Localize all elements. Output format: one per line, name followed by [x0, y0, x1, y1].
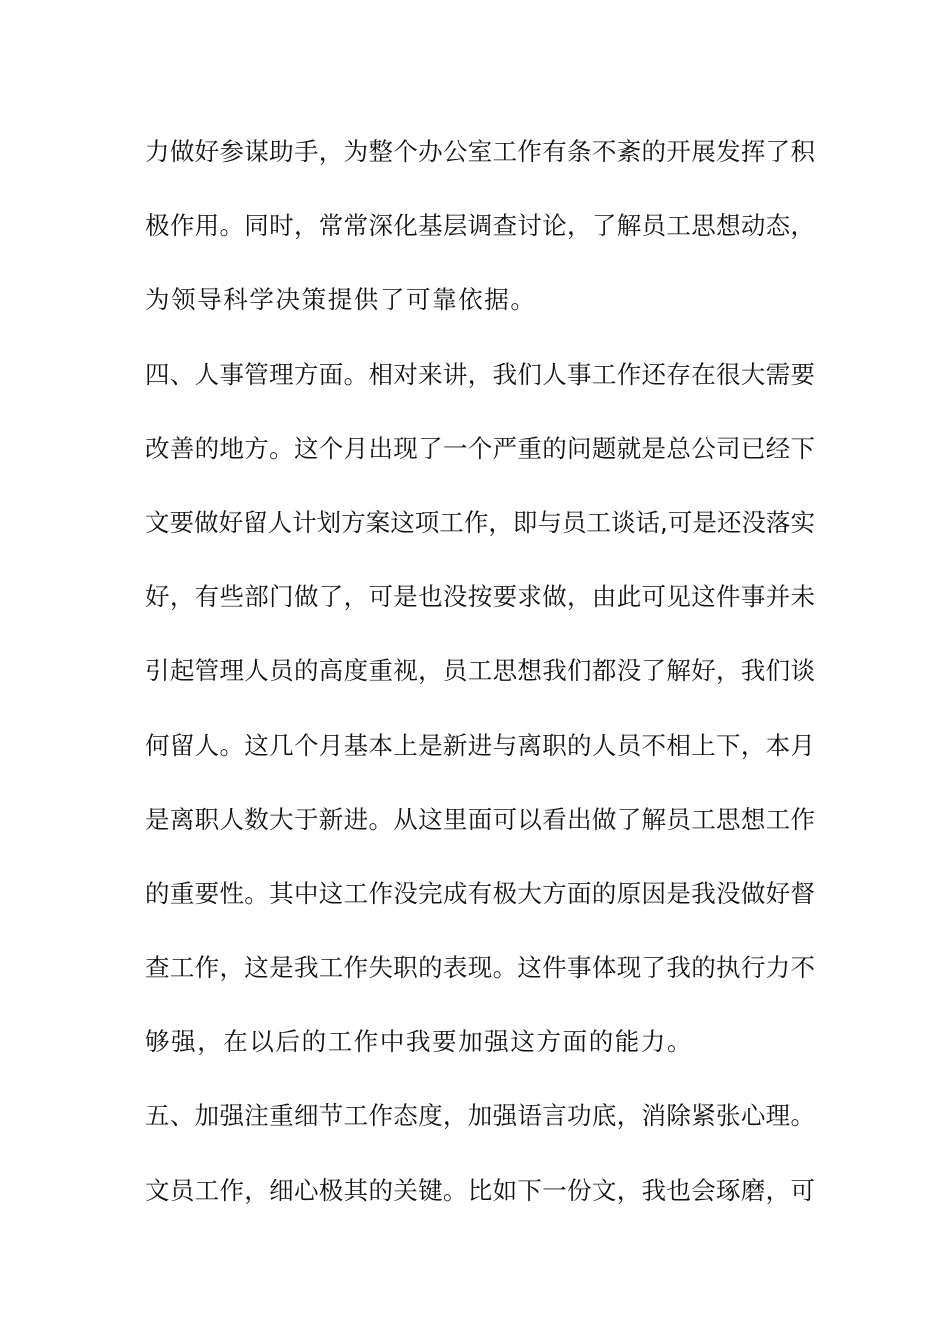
body-text [145, 127, 815, 1240]
text-line-13: 够强，在以后的工作中我要加强这方面的能力。 [145, 1027, 694, 1057]
text-line-10: 是离职人数大于新进。从这里面可以看出做了解员工思想工作 [145, 804, 815, 834]
text-line-3: 为领导科学决策提供了可靠依据。 [145, 285, 537, 315]
text-line-5: 改善的地方。这个月出现了一个严重的问题就是总公司已经下 [145, 433, 815, 463]
text-line-9: 何留人。这几个月基本上是新进与离职的人员不相上下，本月 [145, 730, 815, 760]
text-line-6: 文要做好留人计划方案这项工作，即与员工谈话,可是还没落实 [145, 507, 815, 537]
text-line-2: 极作用。同时，常常深化基层调查讨论，了解员工思想动态， [145, 211, 815, 241]
text-line-7: 好，有些部门做了，可是也没按要求做，由此可见这件事并未 [145, 582, 815, 612]
text-line-15: 文员工作，细心极其的关键。比如下一份文，我也会琢磨，可 [145, 1175, 815, 1205]
text-line-8: 引起管理人员的高度重视，员工思想我们都没了解好，我们谈 [145, 656, 815, 686]
text-line-1: 力做好参谋助手，为整个办公室工作有条不紊的开展发挥了积 [145, 137, 815, 166]
text-line-11: 的重要性。其中这工作没完成有极大方面的原因是我没做好督 [145, 878, 815, 908]
text-line-14: 五、加强注重细节工作态度，加强语言功底，消除紧张心理。 [145, 1101, 815, 1131]
text-line-4: 四、人事管理方面。相对来讲，我们人事工作还存在很大需要 [145, 359, 815, 389]
text-line-12: 查工作，这是我工作失职的表现。这件事体现了我的执行力不 [145, 953, 815, 983]
